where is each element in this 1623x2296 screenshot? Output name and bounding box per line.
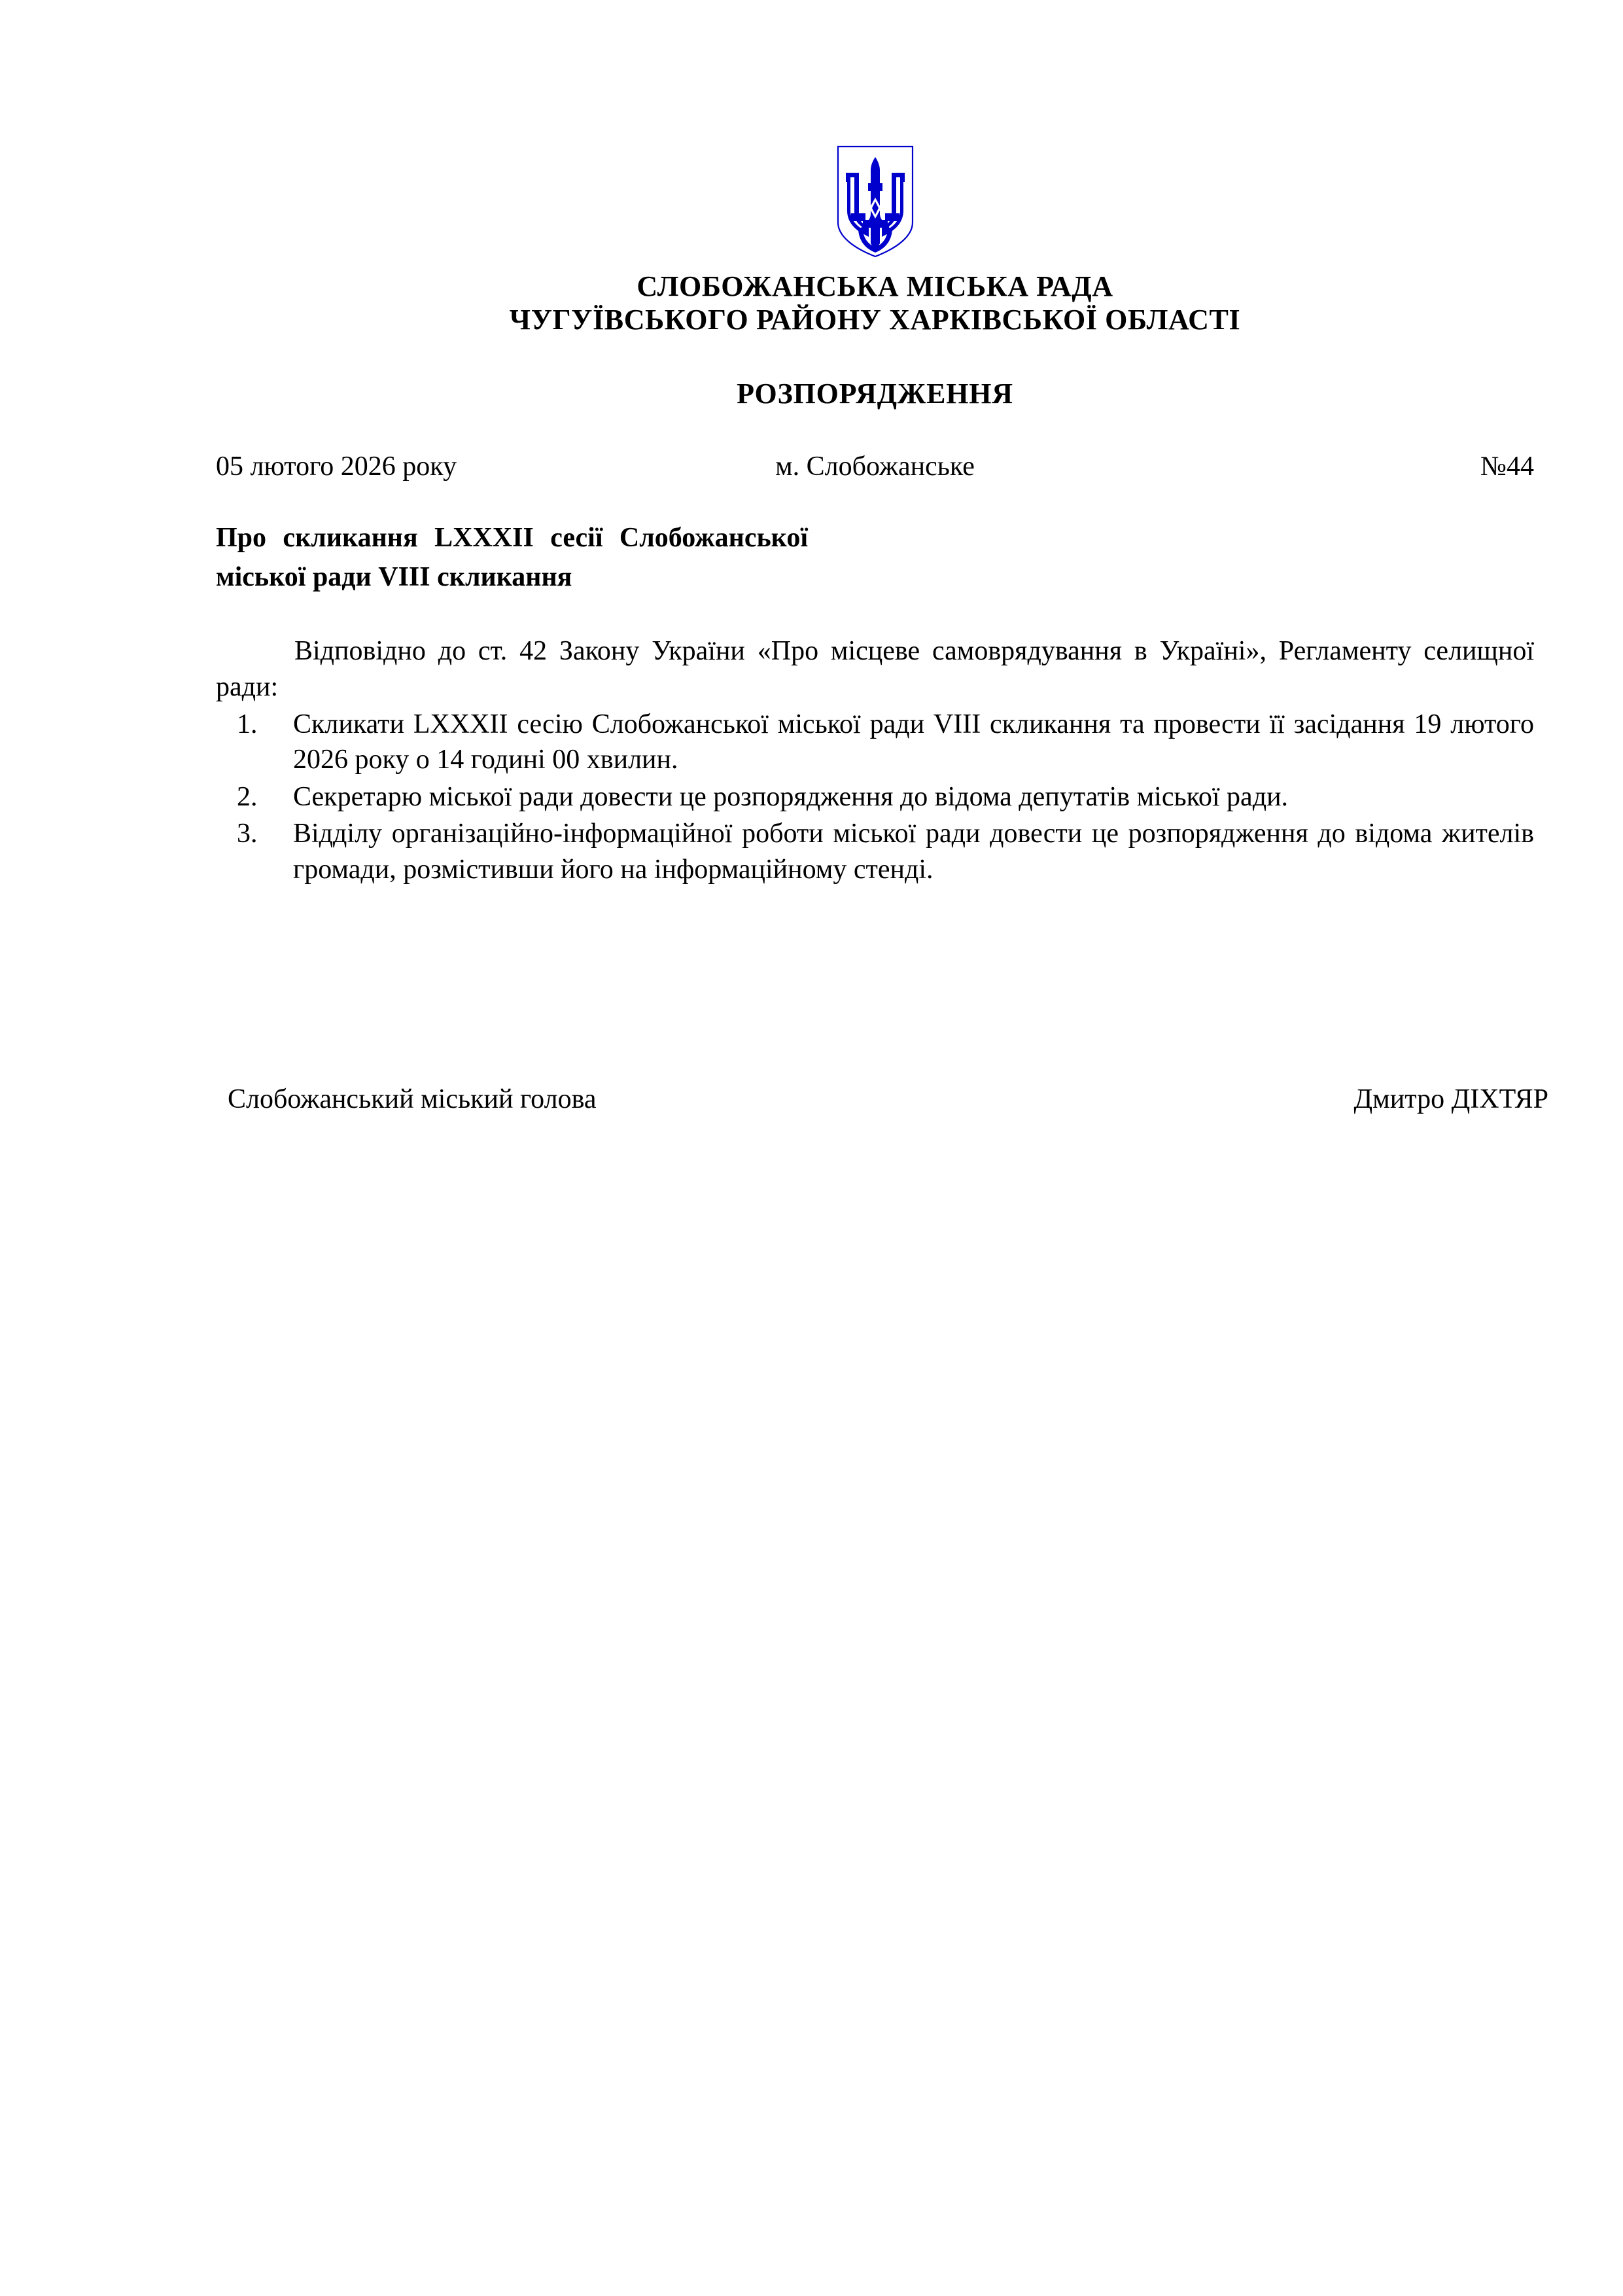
list-item	[216, 707, 1534, 778]
list-item-number: 1.	[237, 709, 258, 739]
list-item	[216, 816, 1534, 887]
list-item-number: 2.	[237, 781, 258, 812]
resolution-list	[216, 707, 1534, 888]
signatory-name: Дмитро ДІХТЯР	[1353, 1084, 1548, 1115]
document-subject: Про скликання LXXXII сесії Слобожанської міської ради VIII скликання	[216, 523, 808, 592]
ukraine-trident-coat-of-arms-icon	[837, 145, 914, 258]
document-meta-row	[216, 451, 1534, 485]
document-date: 05 лютого 2026 року	[216, 451, 457, 482]
list-item-text: Скликати LXXXII сесію Слобожанської міської ради VIII скликання та провести її засідання 19 лютого 2026 року о 14 годині 00 хвилин.	[293, 709, 1534, 775]
signatory-title: Слобожанський міський голова	[228, 1084, 597, 1115]
coat-of-arms	[216, 0, 1534, 258]
document-kind-title: РОЗПОРЯДЖЕННЯ	[737, 378, 1013, 410]
list-item-text: Відділу організаційно-інформаційної роботи міської ради довести це розпорядження до відома жителів громади, розмістивши його на інформаційному стенді.	[293, 819, 1534, 885]
preamble-paragraph: Відповідно до ст. 42 Закону України «Про місцеве самоврядування в Україні», Регламенту селищної ради:	[216, 636, 1534, 702]
organisation-line-1: СЛОБОЖАНСЬКА МІСЬКА РАДА	[637, 270, 1113, 302]
organisation-header	[216, 270, 1534, 336]
organisation-line-2: ЧУГУЇВСЬКОГО РАЙОНУ ХАРКІВСЬКОЇ ОБЛАСТІ	[509, 304, 1241, 336]
document-content	[216, 0, 1548, 1120]
list-item-number: 3.	[237, 819, 258, 849]
list-item-text: Секретарю міської ради довести це розпорядження до відома депутатів міської ради.	[293, 781, 1289, 812]
signature-block	[216, 1084, 1548, 1120]
document-place: м. Слобожанське	[775, 451, 975, 482]
document-number: №44	[1480, 451, 1534, 482]
list-item	[216, 779, 1534, 815]
